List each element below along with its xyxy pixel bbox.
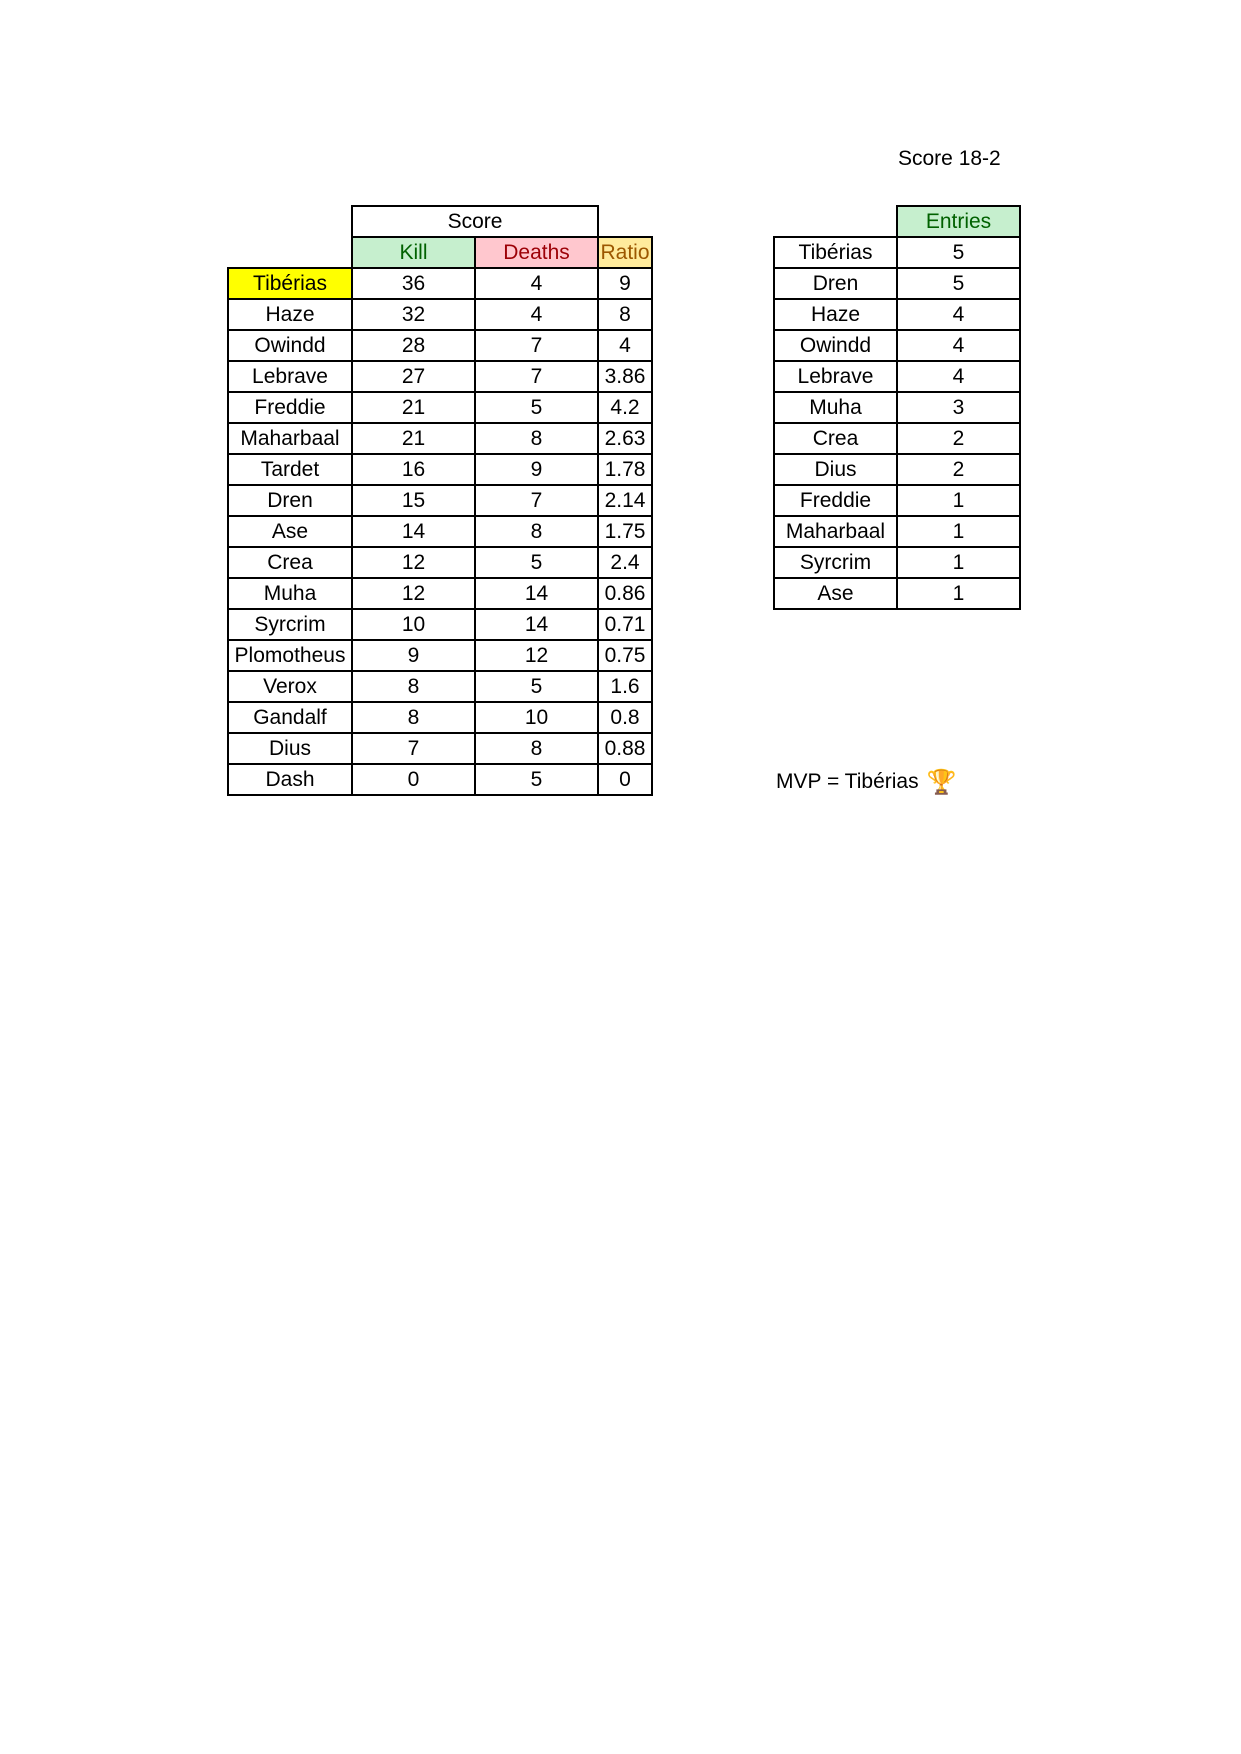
- score-table-row: [228, 578, 652, 609]
- player-name-cell: Dius: [228, 733, 352, 764]
- entries-name-cell: Haze: [774, 299, 897, 330]
- ratio-header: Ratio: [598, 237, 652, 268]
- entries-value-cell: 2: [897, 454, 1020, 485]
- entries-value-cell: 2: [897, 423, 1020, 454]
- entries-value-cell: 5: [897, 237, 1020, 268]
- score-column-header-row: [228, 237, 652, 268]
- kill-cell: 15: [352, 485, 475, 516]
- kill-cell: 12: [352, 547, 475, 578]
- kill-cell: 32: [352, 299, 475, 330]
- entries-value-cell: 4: [897, 330, 1020, 361]
- score-table-row: [228, 392, 652, 423]
- player-name-cell: Tibérias: [228, 268, 352, 299]
- player-name-cell: Lebrave: [228, 361, 352, 392]
- deaths-cell: 8: [475, 423, 598, 454]
- player-name-cell: Verox: [228, 671, 352, 702]
- deaths-cell: 5: [475, 392, 598, 423]
- entries-value-cell: 1: [897, 547, 1020, 578]
- deaths-cell: 5: [475, 547, 598, 578]
- player-name-cell: Muha: [228, 578, 352, 609]
- entries-table-row: [774, 547, 1020, 578]
- score-table-body: [228, 206, 652, 795]
- entries-table-row: [774, 516, 1020, 547]
- trophy-icon: 🏆: [926, 768, 957, 796]
- ratio-cell: 3.86: [598, 361, 652, 392]
- entries-table-row: [774, 330, 1020, 361]
- score-table-row: [228, 609, 652, 640]
- deaths-cell: 7: [475, 485, 598, 516]
- entries-value-cell: 1: [897, 485, 1020, 516]
- player-name-cell: Plomotheus: [228, 640, 352, 671]
- entries-table-body: [774, 206, 1020, 609]
- entries-value-cell: 5: [897, 268, 1020, 299]
- score-table-row: [228, 423, 652, 454]
- ratio-cell: 4: [598, 330, 652, 361]
- entries-table-row: [774, 299, 1020, 330]
- score-table-row: [228, 702, 652, 733]
- deaths-cell: 4: [475, 268, 598, 299]
- ratio-cell: 4.2: [598, 392, 652, 423]
- entries-name-cell: Owindd: [774, 330, 897, 361]
- score-group-header: Score: [352, 206, 598, 237]
- entries-table-row: [774, 423, 1020, 454]
- score-table-row: [228, 516, 652, 547]
- deaths-cell: 5: [475, 764, 598, 795]
- score-table-row: [228, 733, 652, 764]
- mvp-text: MVP = Tibérias: [776, 770, 919, 793]
- player-name-cell: Ase: [228, 516, 352, 547]
- score-title: Score 18-2: [898, 147, 1001, 170]
- kill-cell: 9: [352, 640, 475, 671]
- kill-cell: 28: [352, 330, 475, 361]
- ratio-cell: 8: [598, 299, 652, 330]
- player-name-cell: Haze: [228, 299, 352, 330]
- entries-name-cell: Freddie: [774, 485, 897, 516]
- score-table-row: [228, 671, 652, 702]
- score-table: [227, 205, 653, 796]
- deaths-header: Deaths: [475, 237, 598, 268]
- entries-name-cell: Lebrave: [774, 361, 897, 392]
- score-table-row: [228, 330, 652, 361]
- score-table-row: [228, 547, 652, 578]
- entries-table-row: [774, 454, 1020, 485]
- ratio-cell: 2.4: [598, 547, 652, 578]
- entries-header: Entries: [897, 206, 1020, 237]
- entries-name-cell: Ase: [774, 578, 897, 609]
- entries-name-cell: Syrcrim: [774, 547, 897, 578]
- entries-name-cell: Tibérias: [774, 237, 897, 268]
- ratio-cell: 1.75: [598, 516, 652, 547]
- kill-cell: 27: [352, 361, 475, 392]
- player-name-cell: Freddie: [228, 392, 352, 423]
- entries-table-row: [774, 237, 1020, 268]
- kill-cell: 10: [352, 609, 475, 640]
- player-name-cell: Crea: [228, 547, 352, 578]
- entries-name-cell: Crea: [774, 423, 897, 454]
- deaths-cell: 9: [475, 454, 598, 485]
- empty-cell: [228, 206, 352, 237]
- entries-table-row: [774, 485, 1020, 516]
- kill-header: Kill: [352, 237, 475, 268]
- ratio-cell: 0: [598, 764, 652, 795]
- empty-cell: [598, 206, 652, 237]
- entries-value-cell: 1: [897, 578, 1020, 609]
- entries-name-cell: Maharbaal: [774, 516, 897, 547]
- entries-value-cell: 1: [897, 516, 1020, 547]
- kill-cell: 21: [352, 423, 475, 454]
- ratio-cell: 0.75: [598, 640, 652, 671]
- player-name-cell: Dash: [228, 764, 352, 795]
- score-table-row: [228, 764, 652, 795]
- entries-value-cell: 4: [897, 299, 1020, 330]
- deaths-cell: 14: [475, 609, 598, 640]
- kill-cell: 0: [352, 764, 475, 795]
- deaths-cell: 4: [475, 299, 598, 330]
- ratio-cell: 9: [598, 268, 652, 299]
- deaths-cell: 12: [475, 640, 598, 671]
- player-name-cell: Gandalf: [228, 702, 352, 733]
- player-name-cell: Syrcrim: [228, 609, 352, 640]
- deaths-cell: 10: [475, 702, 598, 733]
- mvp-line: [776, 768, 956, 796]
- entries-value-cell: 4: [897, 361, 1020, 392]
- entries-table-row: [774, 268, 1020, 299]
- ratio-cell: 2.14: [598, 485, 652, 516]
- entries-table: [773, 205, 1021, 610]
- score-table-row: [228, 299, 652, 330]
- kill-cell: 36: [352, 268, 475, 299]
- kill-cell: 7: [352, 733, 475, 764]
- entries-name-cell: Dius: [774, 454, 897, 485]
- empty-cell: [774, 206, 897, 237]
- score-table-row: [228, 454, 652, 485]
- score-table-row: [228, 361, 652, 392]
- player-name-cell: Dren: [228, 485, 352, 516]
- ratio-cell: 0.88: [598, 733, 652, 764]
- score-group-header-row: [228, 206, 652, 237]
- player-name-cell: Owindd: [228, 330, 352, 361]
- entries-table-row: [774, 578, 1020, 609]
- empty-cell: [228, 237, 352, 268]
- entries-table-row: [774, 392, 1020, 423]
- deaths-cell: 8: [475, 516, 598, 547]
- ratio-cell: 2.63: [598, 423, 652, 454]
- kill-cell: 16: [352, 454, 475, 485]
- ratio-cell: 1.78: [598, 454, 652, 485]
- kill-cell: 12: [352, 578, 475, 609]
- ratio-cell: 0.71: [598, 609, 652, 640]
- ratio-cell: 0.86: [598, 578, 652, 609]
- score-table-row: [228, 268, 652, 299]
- ratio-cell: 1.6: [598, 671, 652, 702]
- player-name-cell: Maharbaal: [228, 423, 352, 454]
- score-table-row: [228, 485, 652, 516]
- entries-name-cell: Dren: [774, 268, 897, 299]
- entries-value-cell: 3: [897, 392, 1020, 423]
- deaths-cell: 5: [475, 671, 598, 702]
- kill-cell: 14: [352, 516, 475, 547]
- kill-cell: 8: [352, 702, 475, 733]
- entries-name-cell: Muha: [774, 392, 897, 423]
- kill-cell: 21: [352, 392, 475, 423]
- entries-table-row: [774, 361, 1020, 392]
- entries-header-row: [774, 206, 1020, 237]
- player-name-cell: Tardet: [228, 454, 352, 485]
- deaths-cell: 7: [475, 361, 598, 392]
- deaths-cell: 14: [475, 578, 598, 609]
- ratio-cell: 0.8: [598, 702, 652, 733]
- score-table-row: [228, 640, 652, 671]
- kill-cell: 8: [352, 671, 475, 702]
- deaths-cell: 8: [475, 733, 598, 764]
- deaths-cell: 7: [475, 330, 598, 361]
